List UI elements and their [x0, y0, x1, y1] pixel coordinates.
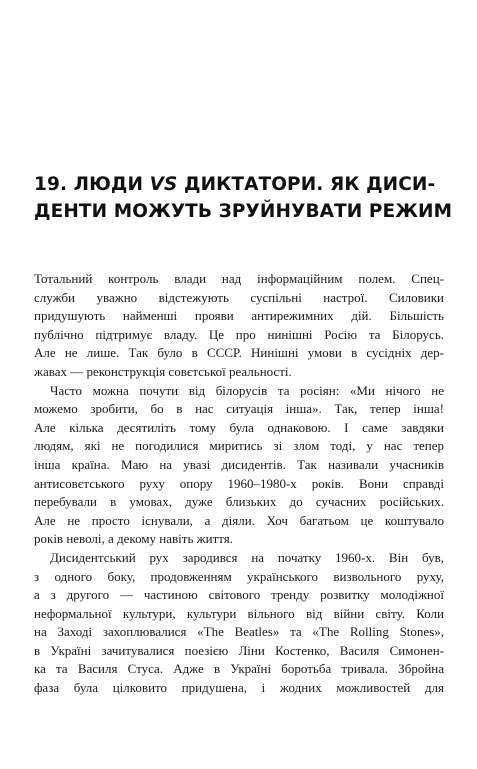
paragraph-3 — [34, 549, 444, 698]
chapter-title-line-2: ДЕНТИ МОЖУТЬ ЗРУЙНУВАТИ РЕЖИМ — [34, 201, 453, 222]
text-line: Але не лише. Так було в СССР. Нинішні умови в сусідніх дер- — [34, 345, 444, 361]
chapter-title-vs: VS — [149, 174, 178, 195]
text-line: служби уважно відстежують суспільні настрої. Силовики — [34, 289, 444, 305]
paragraph-1 — [34, 270, 444, 382]
paragraph-2 — [34, 382, 444, 549]
text-line: інша країна. Маю на увазі дисидентів. Так називали учасників — [34, 456, 444, 472]
text-line: Тотальний контроль влади над інформаційним полем. Спец- — [34, 271, 444, 286]
text-line: Але не просто існували, а діяли. Хоч багатьом це коштувало — [34, 512, 444, 528]
text-line: антисовєтського руху опору 1960–1980-х років. Вони справді — [34, 475, 444, 491]
text-line: з одного боку, продовженням українського визвольного руху, — [34, 568, 444, 584]
chapter-title — [34, 171, 453, 225]
text-line: років неволі, а декому навіть життя. — [34, 531, 234, 547]
text-line: Але кілька десятиліть тому була однаковою. І саме завдяки — [34, 419, 444, 435]
text-line: можемо зробити, бо в нас ситуація інша». Так, тепер інша! — [34, 401, 444, 417]
text-line: на Заході захоплювалися «The Beatles» та «The Rolling Stones», — [34, 624, 444, 640]
text-line: придушують найменші прояви антирежимних дій. Більшість — [34, 308, 444, 324]
text-line: публічно підтримує владу. Це про нинішні Росію та Білорусь. — [34, 326, 444, 342]
text-line: Часто можна почути від білорусів та росіян: «Ми нічого не — [50, 382, 444, 398]
text-line: а з другого — частиною світового тренду розвитку молодіжної — [34, 587, 444, 603]
text-line: перебували в умовах, дуже близьких до сучасних російських. — [34, 494, 444, 510]
text-line: неформальної культури, культури вільного від війни світу. Коли — [34, 605, 444, 621]
chapter-title-line-1 — [34, 171, 446, 198]
chapter-title-part-a: 19. ЛЮДИ — [34, 174, 150, 195]
chapter-title-part-b: ДИКТАТОРИ. ЯК ДИСИ- — [177, 174, 436, 195]
text-line: жавах — реконструкція совєтської реальності. — [34, 363, 292, 379]
text-line: фаза була цілковито придушена, і жодних можливостей для — [34, 680, 444, 696]
text-line: Дисидентський рух зародився на початку 1960-х. Він був, — [50, 549, 444, 565]
text-line: ка та Василя Стуса. Адже в Україні боротьба тривала. Збройна — [34, 661, 444, 677]
text-line: людям, які не погодилися миритись зі злом тоді, у нас тепер — [34, 438, 444, 454]
text-line: в Україні зачитувалися поезією Ліни Костенко, Василя Симонен- — [34, 642, 444, 658]
body-text — [34, 270, 444, 698]
